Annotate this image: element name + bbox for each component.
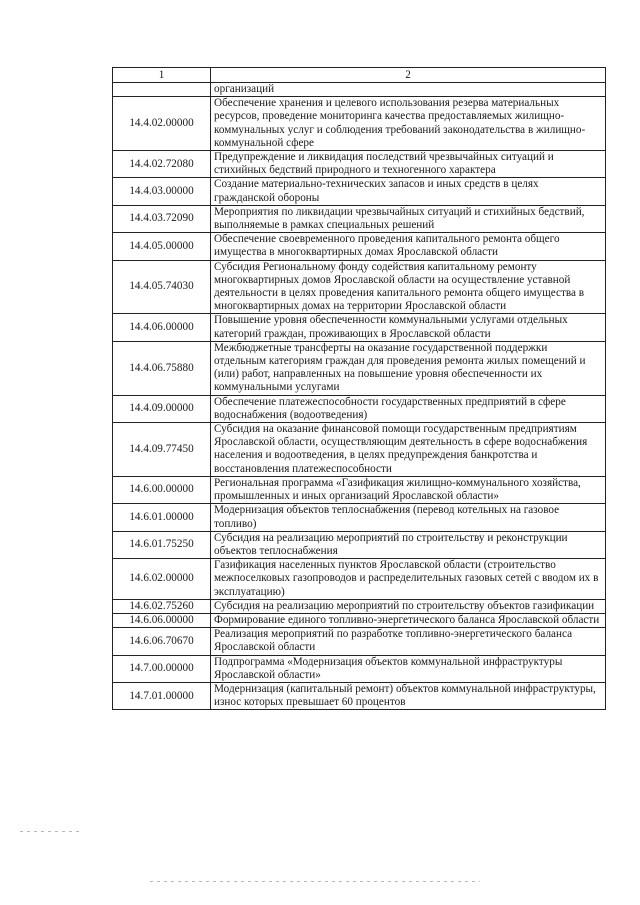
row-code: 14.4.05.00000 (113, 233, 211, 260)
row-name: Модернизация объектов теплоснабжения (перевод котельных на газовое топливо) (211, 504, 606, 531)
table-header-row (113, 68, 606, 83)
row-name: Обеспечение хранения и целевого использования резерва материальных ресурсов, проведение мониторинга качества предоставляемых жилищно-коммунальных услуг и соблюдения требований законодательства в жилищно-коммунальной сфере (211, 97, 606, 151)
row-code: 14.4.06.75880 (113, 341, 211, 395)
table-row (113, 628, 606, 655)
row-name: Субсидия Региональному фонду содействия капитальному ремонту многоквартирных домов Ярославской области на осуществление уставной деятельности в целях проведения капитального ремонта общего имущества в многоквартирных домах на территории Ярославской области (211, 260, 606, 314)
row-name: Модернизация (капитальный ремонт) объектов коммунальной инфраструктуры, износ которых превышает 60 процентов (211, 682, 606, 709)
table-row (113, 531, 606, 558)
column-header-code: 1 (113, 68, 211, 83)
table-row (113, 423, 606, 477)
row-name: Субсидия на реализацию мероприятий по строительству и реконструкции объектов теплоснабжения (211, 531, 606, 558)
table-row (113, 83, 606, 97)
row-code: 14.7.01.00000 (113, 682, 211, 709)
row-name: Повышение уровня обеспеченности коммунальными услугами отдельных категорий граждан, проживающих в Ярославской области (211, 314, 606, 341)
table-row (113, 314, 606, 341)
table-row (113, 613, 606, 627)
table-row (113, 504, 606, 531)
row-code: 14.6.00.00000 (113, 476, 211, 503)
row-code: 14.4.06.00000 (113, 314, 211, 341)
row-name: Субсидия на реализацию мероприятий по строительству объектов газификации (211, 599, 606, 613)
row-name: Создание материально-технических запасов и иных средств в целях гражданской обороны (211, 178, 606, 205)
table-row (113, 655, 606, 682)
row-code: 14.6.01.00000 (113, 504, 211, 531)
row-code: 14.7.00.00000 (113, 655, 211, 682)
row-code: 14.4.09.00000 (113, 395, 211, 422)
row-name: Субсидия на оказание финансовой помощи государственным предприятиям Ярославской области, осуществляющим деятельность в сфере водоснабжения населения и водоотведения, в целях предупреждения банкротства и восстановления платежеспособности (211, 423, 606, 477)
table-row (113, 260, 606, 314)
row-name: Мероприятия по ликвидации чрезвычайных ситуаций и стихийных бедствий, выполняемые в рамках специальных решений (211, 205, 606, 232)
row-name: Газификация населенных пунктов Ярославской области (строительство межпоселковых газопроводов и распределительных газовых сетей с вводом их в эксплуатацию) (211, 559, 606, 600)
table-row (113, 97, 606, 151)
row-code: 14.4.03.00000 (113, 178, 211, 205)
table-row (113, 395, 606, 422)
row-code: 14.6.02.00000 (113, 559, 211, 600)
budget-classification-table (112, 67, 606, 710)
column-header-name: 2 (211, 68, 606, 83)
table-row (113, 233, 606, 260)
row-name: Межбюджетные трансферты на оказание государственной поддержки отдельным категориям граждан для проведения ремонта жилых помещений и (или) работ, направленных на повышение уровня обеспеченности их коммунальными услугами (211, 341, 606, 395)
table-row (113, 205, 606, 232)
table-row (113, 476, 606, 503)
row-code: 14.6.06.70670 (113, 628, 211, 655)
scan-artifact-bottom (150, 881, 480, 882)
table-row (113, 341, 606, 395)
table-row (113, 559, 606, 600)
row-code: 14.4.09.77450 (113, 423, 211, 477)
row-code: 14.4.02.00000 (113, 97, 211, 151)
row-name: Обеспечение платежеспособности государственных предприятий в сфере водоснабжения (водоотведения) (211, 395, 606, 422)
table-row (113, 682, 606, 709)
table-body (113, 83, 606, 710)
table-row (113, 178, 606, 205)
scan-artifact-left (20, 831, 80, 832)
row-name: Региональная программа «Газификация жилищно-коммунального хозяйства, промышленных и иных организаций Ярославской области» (211, 476, 606, 503)
row-code: 14.4.05.74030 (113, 260, 211, 314)
row-name: Обеспечение своевременного проведения капитального ремонта общего имущества в многоквартирных домах Ярославской области (211, 233, 606, 260)
row-code: 14.4.02.72080 (113, 151, 211, 178)
row-code: 14.6.02.75260 (113, 599, 211, 613)
row-code (113, 83, 211, 97)
row-name: Подпрограмма «Модернизация объектов коммунальной инфраструктуры Ярославской области» (211, 655, 606, 682)
row-code: 14.4.03.72090 (113, 205, 211, 232)
row-name: организаций (211, 83, 606, 97)
row-name: Формирование единого топливно-энергетического баланса Ярославской области (211, 613, 606, 627)
row-name: Предупреждение и ликвидация последствий чрезвычайных ситуаций и стихийных бедствий природного и техногенного характера (211, 151, 606, 178)
row-name: Реализация мероприятий по разработке топливно-энергетического баланса Ярославской области (211, 628, 606, 655)
table-row (113, 599, 606, 613)
table-row (113, 151, 606, 178)
document-page (112, 67, 605, 710)
row-code: 14.6.06.00000 (113, 613, 211, 627)
row-code: 14.6.01.75250 (113, 531, 211, 558)
